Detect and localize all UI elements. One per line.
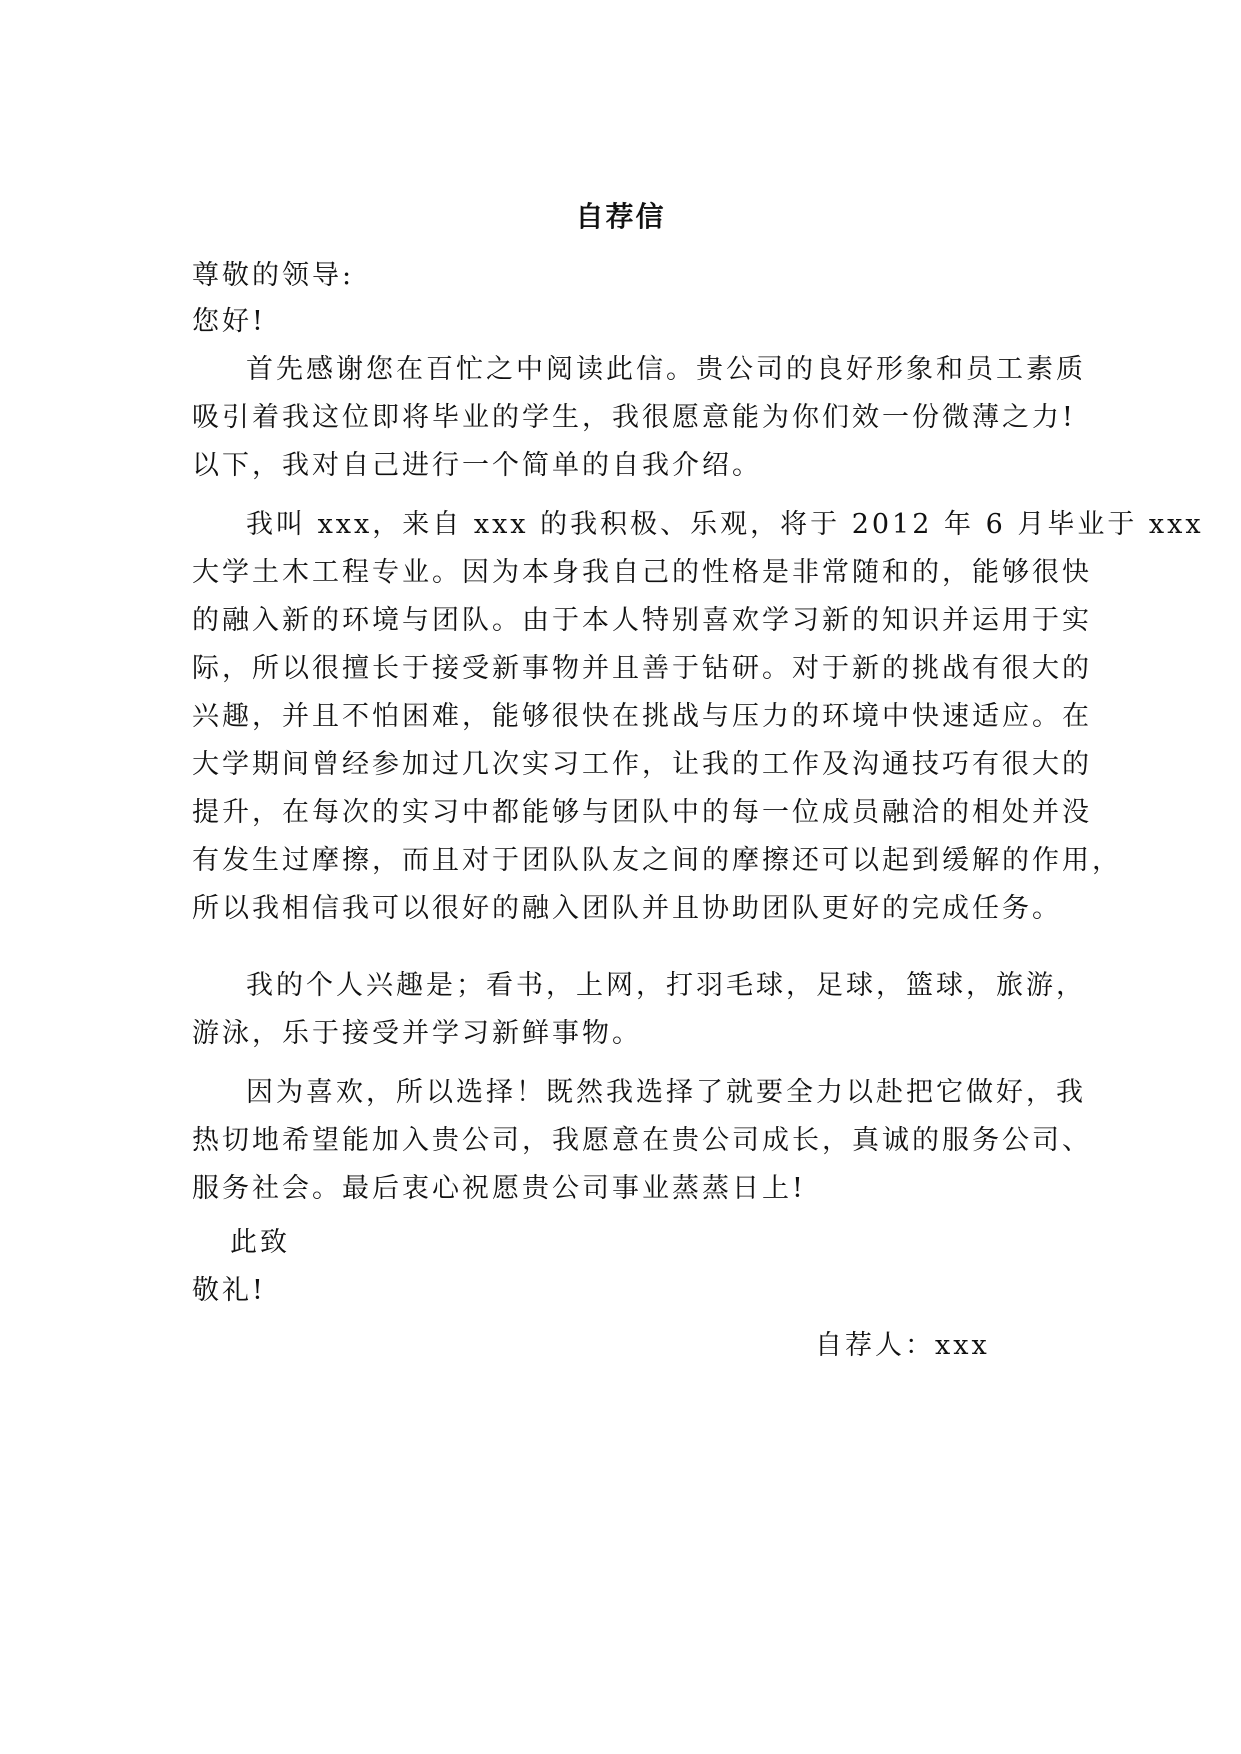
paragraph-2-line-4: 际，所以很擅长于接受新事物并且善于钻研。对于新的挑战有很大的	[192, 653, 1092, 684]
greeting: 您好!	[192, 306, 266, 337]
paragraph-1-line-3: 以下，我对自己进行一个简单的自我介绍。	[192, 450, 762, 481]
paragraph-2-line-5: 兴趣，并且不怕困难，能够很快在挑战与压力的环境中快速适应。在	[192, 701, 1092, 732]
letter-title: 自荐信	[575, 200, 666, 233]
paragraph-2-line-9: 所以我相信我可以很好的融入团队并且协助团队更好的完成任务。	[192, 893, 1062, 924]
closing-salute: 敬礼!	[192, 1275, 266, 1306]
signature: 自荐人：xxx	[815, 1330, 990, 1361]
paragraph-2-line-1: 我叫 xxx，来自 xxx 的我积极、乐观，将于 2012 年 6 月毕业于 xxx	[246, 509, 1204, 540]
paragraph-2-line-6: 大学期间曾经参加过几次实习工作，让我的工作及沟通技巧有很大的	[192, 749, 1092, 780]
paragraph-2-line-8: 有发生过摩擦，而且对于团队队友之间的摩擦还可以起到缓解的作用，	[192, 845, 1122, 876]
salutation: 尊敬的领导:	[192, 260, 355, 291]
paragraph-1-line-2: 吸引着我这位即将毕业的学生，我很愿意能为你们效一份微薄之力!	[192, 402, 1076, 433]
paragraph-4-line-1: 因为喜欢，所以选择！既然我选择了就要全力以赴把它做好，我	[246, 1077, 1086, 1108]
paragraph-3-line-2: 游泳，乐于接受并学习新鲜事物。	[192, 1018, 642, 1049]
paragraph-3-line-1: 我的个人兴趣是；看书，上网，打羽毛球，足球，篮球，旅游，	[246, 970, 1086, 1001]
paragraph-2-line-7: 提升，在每次的实习中都能够与团队中的每一位成员融洽的相处并没	[192, 797, 1092, 828]
paragraph-4-line-2: 热切地希望能加入贵公司，我愿意在贵公司成长，真诚的服务公司、	[192, 1125, 1092, 1156]
closing-respectfully: 此致	[230, 1227, 290, 1258]
paragraph-2-line-3: 的融入新的环境与团队。由于本人特别喜欢学习新的知识并运用于实	[192, 605, 1092, 636]
paragraph-1-line-1: 首先感谢您在百忙之中阅读此信。贵公司的良好形象和员工素质	[246, 354, 1086, 385]
paragraph-4-line-3: 服务社会。最后衷心祝愿贵公司事业蒸蒸日上!	[192, 1173, 806, 1204]
paragraph-2-line-2: 大学土木工程专业。因为本身我自己的性格是非常随和的，能够很快	[192, 557, 1092, 588]
